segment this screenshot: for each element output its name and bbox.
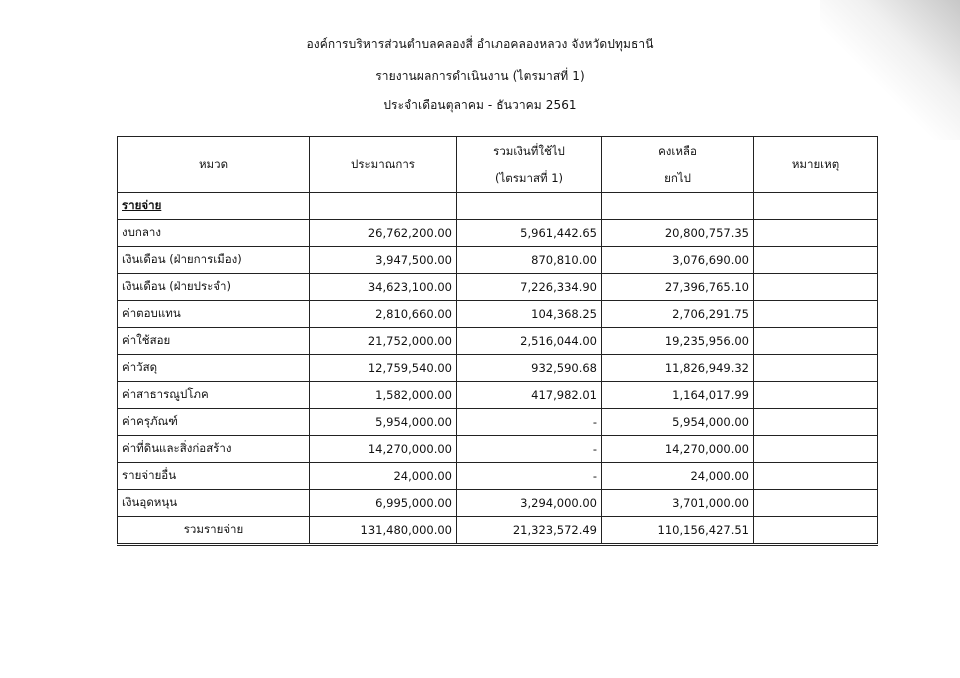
organization-title: องค์การบริหารส่วนตำบลคลองสี่ อำเภอคลองหลวง จังหวัดปทุมธานี [306,37,654,51]
row-remarks [754,463,878,490]
section-row [118,193,878,220]
row-remarks [754,274,878,301]
row-remaining: 24,000.00 [602,463,754,490]
row-remarks [754,409,878,436]
row-spent: 932,590.68 [457,355,602,382]
row-remaining: 27,396,765.10 [602,274,754,301]
row-spent: 104,368.25 [457,301,602,328]
table-row [118,301,878,328]
header-spent-line1: รวมเงินที่ใช้ไป [493,143,565,158]
total-budget: 131,480,000.00 [310,517,457,545]
row-remarks [754,355,878,382]
table-row [118,328,878,355]
row-category: ค่าครุภัณฑ์ [118,409,310,436]
row-budget: 12,759,540.00 [310,355,457,382]
table-row [118,490,878,517]
table-row [118,382,878,409]
row-category: เงินอุดหนุน [118,490,310,517]
row-budget: 21,752,000.00 [310,328,457,355]
row-spent: 417,982.01 [457,382,602,409]
row-remarks [754,328,878,355]
report-title: รายงานผลการดำเนินงาน (ไตรมาสที่ 1) [375,69,585,83]
row-remarks [754,382,878,409]
row-remaining: 2,706,291.75 [602,301,754,328]
row-budget: 14,270,000.00 [310,436,457,463]
row-spent: - [457,436,602,463]
table-row [118,436,878,463]
row-category: งบกลาง [118,220,310,247]
total-spent: 21,323,572.49 [457,517,602,545]
table-header-row [118,137,878,193]
header-remaining-line1: คงเหลือ [658,143,697,158]
row-remarks [754,436,878,463]
row-remarks [754,301,878,328]
row-category: ค่าใช้สอย [118,328,310,355]
row-remaining: 3,076,690.00 [602,247,754,274]
total-label: รวมรายจ่าย [118,517,310,545]
row-spent: 3,294,000.00 [457,490,602,517]
row-spent: 870,810.00 [457,247,602,274]
header-category: หมวด [118,137,310,193]
row-budget: 3,947,500.00 [310,247,457,274]
row-category: ค่าสาธารณูปโภค [118,382,310,409]
row-category: เงินเดือน (ฝ่ายการเมือง) [118,247,310,274]
table-row [118,220,878,247]
table-row [118,409,878,436]
table-row [118,274,878,301]
row-spent: 5,961,442.65 [457,220,602,247]
total-row [118,517,878,545]
row-remaining: 14,270,000.00 [602,436,754,463]
header-budget: ประมาณการ [310,137,457,193]
row-budget: 6,995,000.00 [310,490,457,517]
row-remarks [754,220,878,247]
row-category: รายจ่ายอื่น [118,463,310,490]
total-remarks [754,517,878,545]
row-budget: 5,954,000.00 [310,409,457,436]
row-spent: - [457,409,602,436]
row-remaining: 1,164,017.99 [602,382,754,409]
row-budget: 2,810,660.00 [310,301,457,328]
row-category: เงินเดือน (ฝ่ายประจำ) [118,274,310,301]
budget-report-table [117,136,878,546]
row-remarks [754,247,878,274]
row-spent: - [457,463,602,490]
row-budget: 26,762,200.00 [310,220,457,247]
table-row [118,355,878,382]
report-period: ประจำเดือนตุลาคม - ธันวาคม 2561 [383,98,577,112]
header-spent-line2: (ไตรมาสที่ 1) [494,170,563,185]
row-spent: 7,226,334.90 [457,274,602,301]
row-remaining: 19,235,956.00 [602,328,754,355]
row-budget: 24,000.00 [310,463,457,490]
row-remarks [754,490,878,517]
section-label: รายจ่าย [118,193,310,220]
row-category: ค่าตอบแทน [118,301,310,328]
row-remaining: 11,826,949.32 [602,355,754,382]
header-remaining-line2: ยกไป [664,170,691,185]
row-category: ค่าที่ดินและสิ่งก่อสร้าง [118,436,310,463]
header-spent [457,137,602,193]
table-row [118,247,878,274]
row-category: ค่าวัสดุ [118,355,310,382]
row-remaining: 5,954,000.00 [602,409,754,436]
row-budget: 34,623,100.00 [310,274,457,301]
row-budget: 1,582,000.00 [310,382,457,409]
total-remaining: 110,156,427.51 [602,517,754,545]
row-remaining: 3,701,000.00 [602,490,754,517]
row-remaining: 20,800,757.35 [602,220,754,247]
header-remarks: หมายเหตุ [754,137,878,193]
table-row [118,463,878,490]
header-remaining [602,137,754,193]
row-spent: 2,516,044.00 [457,328,602,355]
